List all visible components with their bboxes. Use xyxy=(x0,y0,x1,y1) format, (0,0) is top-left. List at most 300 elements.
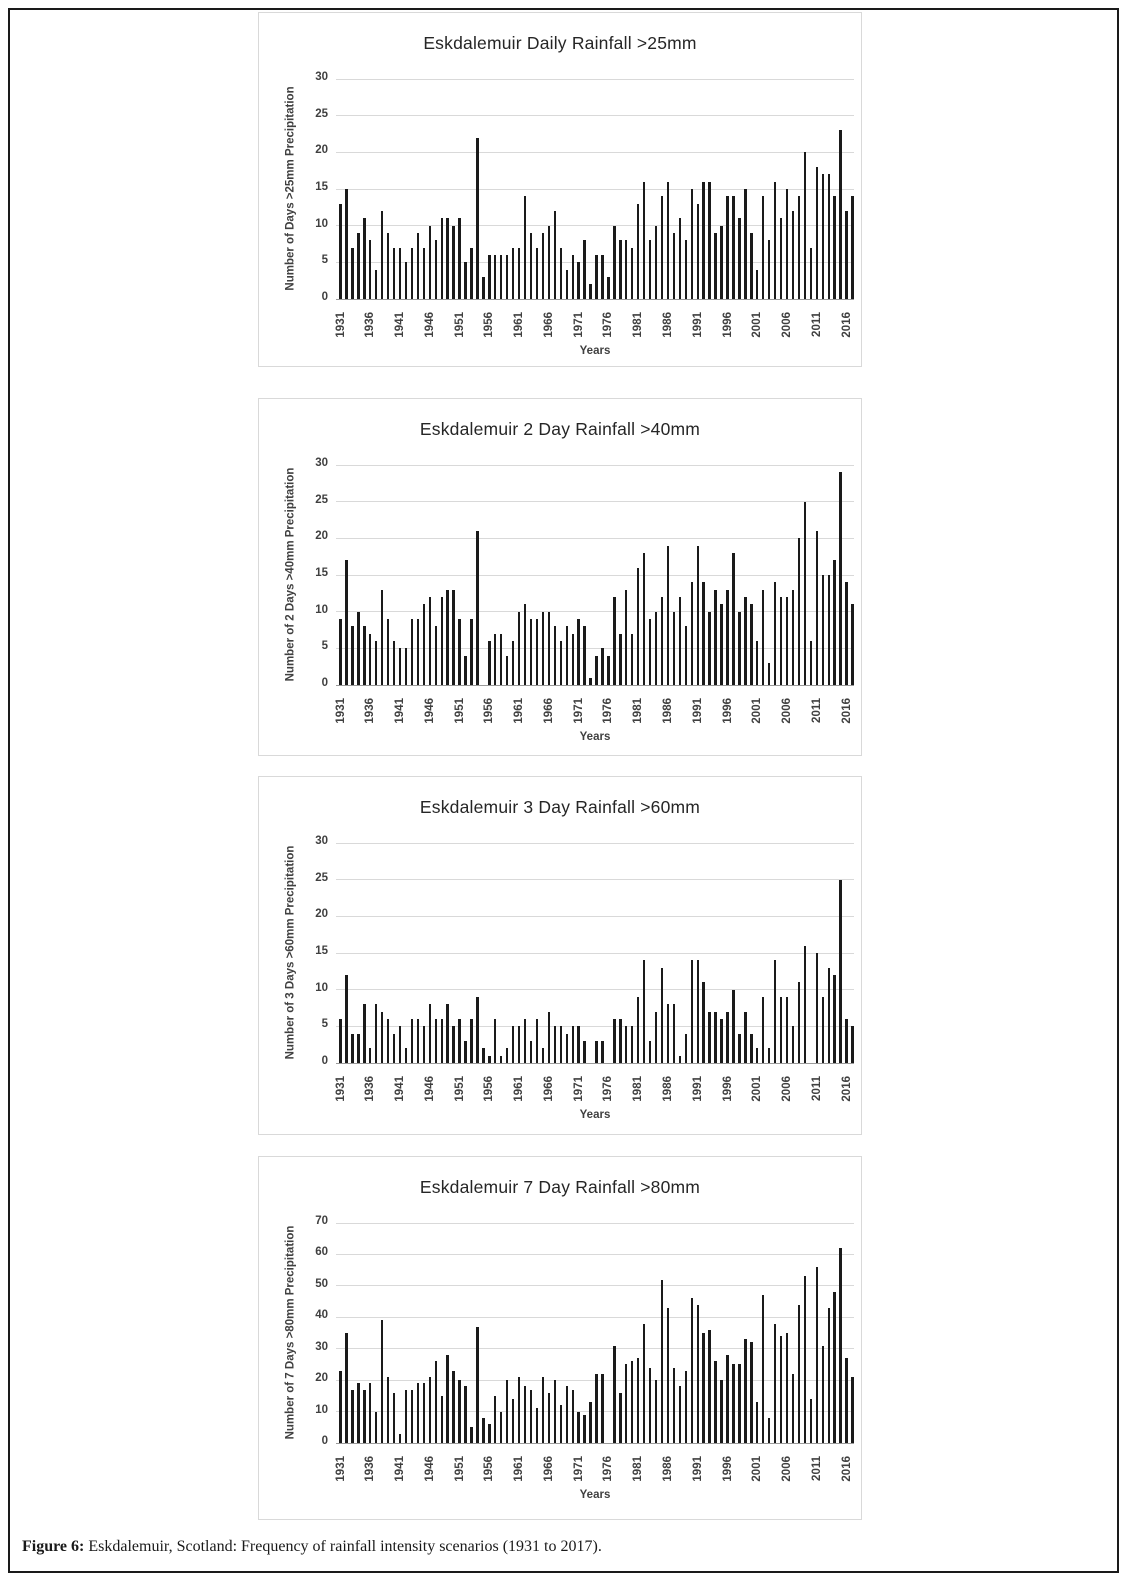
bar-1966 xyxy=(548,1012,550,1063)
bar-1947 xyxy=(435,626,437,685)
bar-1957 xyxy=(494,1019,496,1063)
x-tick-label: 1956 xyxy=(483,1076,496,1102)
bar-1995 xyxy=(720,604,722,685)
bar-1983 xyxy=(649,619,651,685)
bar-1997 xyxy=(732,553,734,685)
bar-1989 xyxy=(685,1371,687,1443)
bar-1975 xyxy=(601,648,603,685)
bar-2003 xyxy=(768,1048,770,1063)
bar-1974 xyxy=(595,1041,597,1063)
bar-1967 xyxy=(554,1380,556,1443)
bar-1955 xyxy=(482,277,484,299)
y-tick-label: 10 xyxy=(315,217,328,230)
bar-1964 xyxy=(536,1019,538,1063)
x-tick-label: 1931 xyxy=(334,1456,347,1482)
bar-2016 xyxy=(845,1019,847,1063)
x-tick-label: 1951 xyxy=(453,1456,466,1482)
x-tick-label: 1976 xyxy=(602,1076,615,1102)
bar-1937 xyxy=(375,270,377,299)
x-tick-label: 1966 xyxy=(542,698,555,724)
bar-1947 xyxy=(435,240,437,299)
bar-1986 xyxy=(667,1308,669,1443)
y-tick-label: 10 xyxy=(315,981,328,994)
y-tick-label: 70 xyxy=(315,1215,328,1227)
bar-1982 xyxy=(643,553,645,685)
bar-1985 xyxy=(661,597,663,685)
bar-1938 xyxy=(381,590,383,685)
x-tick-label: 2001 xyxy=(751,312,764,338)
bar-1977 xyxy=(613,226,615,299)
bar-1942 xyxy=(405,262,407,299)
bar-1998 xyxy=(738,218,740,299)
bar-1996 xyxy=(726,196,728,299)
gridline xyxy=(336,843,854,844)
bar-2002 xyxy=(762,590,764,685)
bar-1970 xyxy=(572,255,574,299)
bar-1966 xyxy=(548,226,550,299)
bar-1932 xyxy=(345,1333,347,1443)
bar-2004 xyxy=(774,182,776,299)
x-tick-label: 1996 xyxy=(721,698,734,724)
x-tick-label: 1996 xyxy=(721,1456,734,1482)
bar-1973 xyxy=(589,1402,591,1443)
x-tick-label: 1991 xyxy=(691,698,704,724)
x-tick-label: 1986 xyxy=(661,312,674,338)
bar-1949 xyxy=(446,1004,448,1063)
y-tick-label: 20 xyxy=(315,530,328,543)
bar-2002 xyxy=(762,1295,764,1443)
bar-1999 xyxy=(744,1339,746,1443)
bar-1948 xyxy=(441,1019,443,1063)
x-tick-label: 1976 xyxy=(602,312,615,338)
bar-1989 xyxy=(685,240,687,299)
bar-1968 xyxy=(560,1026,562,1063)
bar-1955 xyxy=(482,1418,484,1443)
x-tick-label: 1966 xyxy=(542,312,555,338)
bar-1950 xyxy=(452,590,454,685)
bar-2010 xyxy=(810,641,812,685)
bar-1985 xyxy=(661,968,663,1063)
bar-2002 xyxy=(762,196,764,299)
bar-1936 xyxy=(369,634,371,685)
x-tick-label: 1981 xyxy=(632,312,645,338)
bar-2006 xyxy=(786,1333,788,1443)
bar-2000 xyxy=(750,1034,752,1063)
x-tick-label: 1961 xyxy=(513,312,526,338)
bar-1958 xyxy=(500,1412,502,1443)
bar-1992 xyxy=(702,182,704,299)
y-tick-label: 15 xyxy=(315,567,328,579)
x-tick-label: 1991 xyxy=(691,1076,704,1102)
bar-1982 xyxy=(643,182,645,299)
bar-1977 xyxy=(613,1019,615,1063)
bar-2017 xyxy=(851,1026,853,1063)
x-axis-title: Years xyxy=(579,1109,611,1121)
bar-1948 xyxy=(441,597,443,685)
bar-2008 xyxy=(798,538,800,685)
bar-1998 xyxy=(738,612,740,685)
x-tick-label: 1931 xyxy=(334,312,347,338)
plot-area xyxy=(315,457,854,724)
bar-1939 xyxy=(387,619,389,685)
bar-1972 xyxy=(583,240,585,299)
bar-1956 xyxy=(488,641,490,685)
bar-2010 xyxy=(810,1399,812,1443)
bar-1939 xyxy=(387,1377,389,1443)
bar-1995 xyxy=(720,226,722,299)
x-tick-label: 2001 xyxy=(751,698,764,724)
bar-1987 xyxy=(673,1004,675,1063)
y-tick-label: 30 xyxy=(315,835,328,847)
bar-1958 xyxy=(500,634,502,685)
bar-1945 xyxy=(423,604,425,685)
x-tick-label: 1956 xyxy=(483,698,496,724)
bar-2013 xyxy=(828,575,830,685)
bar-1962 xyxy=(524,1386,526,1443)
bar-1988 xyxy=(679,597,681,685)
x-tick-label: 1936 xyxy=(364,1076,377,1102)
bar-1935 xyxy=(363,218,365,299)
bar-1987 xyxy=(673,233,675,299)
x-tick-label: 1971 xyxy=(572,312,585,338)
bar-1953 xyxy=(470,248,472,299)
x-tick-label: 1956 xyxy=(483,1456,496,1482)
bar-1988 xyxy=(679,218,681,299)
bar-2005 xyxy=(780,597,782,685)
chart-panel-2day-40mm xyxy=(258,398,862,756)
bar-1968 xyxy=(560,248,562,299)
bar-2014 xyxy=(833,560,835,685)
bar-1960 xyxy=(512,641,514,685)
bar-2011 xyxy=(816,167,818,299)
bar-1935 xyxy=(363,626,365,685)
y-tick-label: 15 xyxy=(315,945,328,957)
bar-1948 xyxy=(441,1396,443,1443)
gridline xyxy=(336,575,854,576)
bar-1932 xyxy=(345,975,347,1063)
y-tick-label: 10 xyxy=(315,603,328,616)
bar-1941 xyxy=(399,648,401,685)
bar-1940 xyxy=(393,248,395,299)
bar-1962 xyxy=(524,196,526,299)
bar-1945 xyxy=(423,1026,425,1063)
bar-1941 xyxy=(399,1026,401,1063)
bar-2015 xyxy=(839,1248,841,1443)
x-tick-label: 1981 xyxy=(632,1076,645,1102)
bar-1982 xyxy=(643,960,645,1063)
bar-1979 xyxy=(625,1364,627,1443)
bar-1990 xyxy=(691,960,693,1063)
bar-1997 xyxy=(732,1364,734,1443)
bar-1992 xyxy=(702,1333,704,1443)
bar-2001 xyxy=(756,1402,758,1443)
bar-2000 xyxy=(750,1342,752,1443)
bar-2001 xyxy=(756,270,758,299)
bar-1993 xyxy=(708,1012,710,1063)
bar-1972 xyxy=(583,1041,585,1063)
bar-1959 xyxy=(506,255,508,299)
bar-1956 xyxy=(488,255,490,299)
y-tick-label: 30 xyxy=(315,1340,328,1353)
bar-2007 xyxy=(792,211,794,299)
bar-1938 xyxy=(381,1012,383,1063)
x-tick-label: 2016 xyxy=(840,1076,853,1102)
bar-1948 xyxy=(441,218,443,299)
x-tick-label: 1951 xyxy=(453,698,466,724)
bar-1944 xyxy=(417,1019,419,1063)
bar-1964 xyxy=(536,619,538,685)
bar-1978 xyxy=(619,1393,621,1443)
bar-2012 xyxy=(822,997,824,1063)
x-tick-label: 1986 xyxy=(661,698,674,724)
y-tick-label: 20 xyxy=(315,144,328,157)
bar-1943 xyxy=(411,619,413,685)
bar-1946 xyxy=(429,1004,431,1063)
bar-2008 xyxy=(798,1305,800,1443)
caption-text: Eskdalemuir, Scotland: Frequency of rainfall intensity scenarios (1931 to 2017). xyxy=(88,1538,602,1555)
x-tick-label: 1976 xyxy=(602,1456,615,1482)
x-tick-label: 2001 xyxy=(751,1456,764,1482)
bar-2002 xyxy=(762,997,764,1063)
bar-1952 xyxy=(464,1041,466,1063)
bar-2007 xyxy=(792,1026,794,1063)
bar-1963 xyxy=(530,1390,532,1443)
bar-1937 xyxy=(375,1004,377,1063)
bar-2001 xyxy=(756,641,758,685)
bar-1989 xyxy=(685,1034,687,1063)
bar-1931 xyxy=(339,204,341,299)
bar-1933 xyxy=(351,1034,353,1063)
bar-1980 xyxy=(631,1026,633,1063)
bar-2006 xyxy=(786,997,788,1063)
x-tick-label: 2016 xyxy=(840,698,853,724)
bar-1960 xyxy=(512,248,514,299)
caption-label: Figure 6: xyxy=(22,1538,85,1555)
bar-1994 xyxy=(714,233,716,299)
bar-2016 xyxy=(845,582,847,685)
x-tick-label: 1941 xyxy=(394,312,407,338)
y-tick-label: 30 xyxy=(315,457,328,469)
bar-2006 xyxy=(786,189,788,299)
bar-1987 xyxy=(673,1368,675,1443)
bar-1935 xyxy=(363,1390,365,1443)
bar-1991 xyxy=(697,960,699,1063)
bar-2000 xyxy=(750,233,752,299)
bar-1958 xyxy=(500,255,502,299)
bar-1950 xyxy=(452,226,454,299)
x-tick-label: 1971 xyxy=(572,698,585,724)
bar-1993 xyxy=(708,1330,710,1443)
y-tick-label: 0 xyxy=(321,677,328,689)
bar-1933 xyxy=(351,1390,353,1443)
chart-title: Eskdalemuir 3 Day Rainfall >60mm xyxy=(419,797,701,817)
bar-1981 xyxy=(637,204,639,299)
y-tick-label: 25 xyxy=(315,871,328,884)
bar-1972 xyxy=(583,626,585,685)
bar-1990 xyxy=(691,189,693,299)
bar-1992 xyxy=(702,582,704,685)
bar-1931 xyxy=(339,1019,341,1063)
bar-2012 xyxy=(822,174,824,299)
bar-2015 xyxy=(839,130,841,299)
bar-1967 xyxy=(554,626,556,685)
bar-1970 xyxy=(572,634,574,685)
bar-1944 xyxy=(417,1383,419,1443)
bar-1951 xyxy=(458,1380,460,1443)
bar-1998 xyxy=(738,1364,740,1443)
x-tick-label: 1996 xyxy=(721,312,734,338)
y-tick-label: 50 xyxy=(315,1277,328,1290)
x-tick-label: 1966 xyxy=(542,1076,555,1102)
gridline xyxy=(336,115,854,116)
bar-1979 xyxy=(625,1026,627,1063)
bar-1964 xyxy=(536,248,538,299)
bar-1967 xyxy=(554,1026,556,1063)
bar-1938 xyxy=(381,1320,383,1443)
bar-1957 xyxy=(494,634,496,685)
bar-1965 xyxy=(542,612,544,685)
bar-1969 xyxy=(566,1034,568,1063)
x-tick-label: 1951 xyxy=(453,1076,466,1102)
bar-2014 xyxy=(833,1292,835,1443)
bar-1951 xyxy=(458,218,460,299)
gridline xyxy=(336,1317,854,1318)
x-tick-label: 1941 xyxy=(394,698,407,724)
bar-2000 xyxy=(750,604,752,685)
gridline xyxy=(336,1223,854,1224)
plot-area xyxy=(315,835,854,1102)
x-tick-label: 1946 xyxy=(423,698,436,724)
bar-1956 xyxy=(488,1424,490,1443)
y-tick-label: 10 xyxy=(315,1403,328,1416)
bar-2012 xyxy=(822,575,824,685)
bar-1982 xyxy=(643,1324,645,1443)
bar-1959 xyxy=(506,1380,508,1443)
bar-1943 xyxy=(411,1019,413,1063)
bar-1978 xyxy=(619,634,621,685)
bar-1986 xyxy=(667,182,669,299)
bar-1962 xyxy=(524,604,526,685)
x-tick-label: 2011 xyxy=(810,1076,823,1101)
x-tick-label: 1956 xyxy=(483,312,496,338)
bar-1965 xyxy=(542,1048,544,1063)
bar-1964 xyxy=(536,1408,538,1443)
bar-2017 xyxy=(851,196,853,299)
bar-2013 xyxy=(828,174,830,299)
bar-1954 xyxy=(476,138,478,299)
bar-1943 xyxy=(411,1390,413,1443)
chart-panel-daily-25mm xyxy=(258,12,862,367)
bar-1976 xyxy=(607,277,609,299)
bar-1971 xyxy=(577,1026,579,1063)
bar-1936 xyxy=(369,1048,371,1063)
bar-1986 xyxy=(667,546,669,685)
bar-1937 xyxy=(375,641,377,685)
bar-1954 xyxy=(476,1327,478,1443)
bar-1980 xyxy=(631,634,633,685)
bar-2016 xyxy=(845,1358,847,1443)
bar-1950 xyxy=(452,1026,454,1063)
bar-2009 xyxy=(804,1276,806,1443)
bar-1965 xyxy=(542,1377,544,1443)
x-tick-label: 1991 xyxy=(691,312,704,338)
gridline xyxy=(336,916,854,917)
bar-1973 xyxy=(589,678,591,685)
bar-2001 xyxy=(756,1048,758,1063)
bar-2003 xyxy=(768,240,770,299)
plot-area xyxy=(315,71,854,338)
bar-1961 xyxy=(518,1026,520,1063)
bar-1980 xyxy=(631,248,633,299)
bar-1996 xyxy=(726,1355,728,1443)
bar-1945 xyxy=(423,248,425,299)
bar-1975 xyxy=(601,1374,603,1443)
bar-1961 xyxy=(518,1377,520,1443)
bar-1987 xyxy=(673,612,675,685)
bar-1963 xyxy=(530,1041,532,1063)
x-tick-label: 1986 xyxy=(661,1456,674,1482)
bar-1978 xyxy=(619,240,621,299)
bar-2016 xyxy=(845,211,847,299)
bar-1944 xyxy=(417,233,419,299)
bar-1991 xyxy=(697,546,699,685)
bar-1952 xyxy=(464,262,466,299)
bar-1934 xyxy=(357,1383,359,1443)
bar-1946 xyxy=(429,1377,431,1443)
bar-2013 xyxy=(828,968,830,1063)
x-tick-label: 1981 xyxy=(632,1456,645,1482)
bar-2015 xyxy=(839,472,841,685)
bar-1983 xyxy=(649,240,651,299)
y-tick-label: 5 xyxy=(321,254,328,267)
gridline xyxy=(336,879,854,880)
bar-1997 xyxy=(732,196,734,299)
bar-1941 xyxy=(399,1434,401,1443)
x-tick-label: 1936 xyxy=(364,312,377,338)
bar-2006 xyxy=(786,597,788,685)
bar-1978 xyxy=(619,1019,621,1063)
bar-1933 xyxy=(351,626,353,685)
y-tick-label: 15 xyxy=(315,181,328,193)
chart-title: Eskdalemuir Daily Rainfall >25mm xyxy=(423,33,697,53)
bar-1936 xyxy=(369,240,371,299)
gridline xyxy=(336,953,854,954)
bar-1977 xyxy=(613,597,615,685)
y-tick-label: 25 xyxy=(315,107,328,120)
bar-1931 xyxy=(339,1371,341,1443)
y-tick-label: 30 xyxy=(315,71,328,83)
bar-1953 xyxy=(470,1019,472,1063)
bar-1983 xyxy=(649,1041,651,1063)
y-axis-title: Number of 7 Days >80mm Precipitation xyxy=(284,1225,297,1440)
bar-1968 xyxy=(560,1405,562,1443)
y-tick-label: 0 xyxy=(321,1055,328,1067)
bar-1969 xyxy=(566,626,568,685)
bar-1946 xyxy=(429,597,431,685)
bar-1984 xyxy=(655,226,657,299)
bar-1970 xyxy=(572,1390,574,1443)
bar-2003 xyxy=(768,1418,770,1443)
bar-1956 xyxy=(488,1056,490,1063)
y-axis-title: Number of 3 Days >60mm Precipitation xyxy=(284,845,297,1060)
x-tick-label: 1931 xyxy=(334,1076,347,1102)
bar-1971 xyxy=(577,1412,579,1443)
bar-1984 xyxy=(655,1380,657,1443)
x-tick-label: 1996 xyxy=(721,1076,734,1102)
y-tick-label: 5 xyxy=(321,1018,328,1031)
x-tick-label: 2006 xyxy=(781,1456,794,1482)
bar-1990 xyxy=(691,582,693,685)
